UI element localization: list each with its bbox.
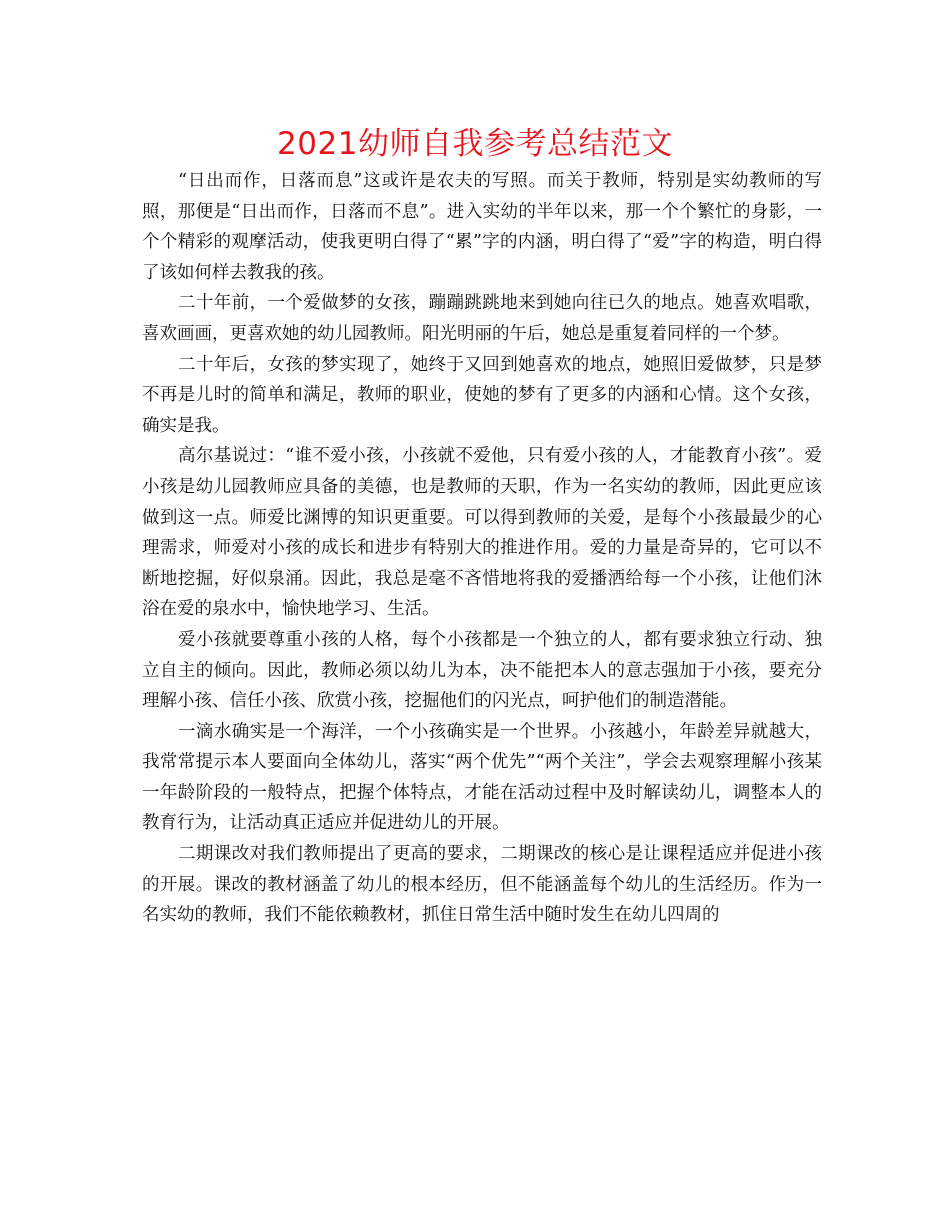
paragraph-1: “日出而作，日落而息”这或许是农夫的写照。而关于教师，特别是实幼教师的写照，那便是“日出而作，日落而不息”。进入实幼的半年以来，那一个个繁忙的身影，一个个精彩的观摩活动，使我更明白得了“累”字的内涵，明白得了“爱”字的构造，明白得了该如何样去教我的孩。: [142, 171, 822, 283]
paragraph-2: 二十年前，一个爱做梦的女孩，蹦蹦跳跳地来到她向往已久的地点。她喜欢唱歌，喜欢画画，更喜欢她的幼儿园教师。阳光明丽的午后，她总是重复着同样的一个梦。: [142, 293, 822, 344]
paragraph-5: 爱小孩就要尊重小孩的人格，每个小孩都是一个独立的人，都有要求独立行动、独立自主的倾向。因此，教师必须以幼儿为本，决不能把本人的意志强加于小孩，要充分理解小孩、信任小孩、欣赏小孩，挖掘他们的闪光点，呵护他们的制造潜能。: [142, 629, 822, 712]
document-title: 2021幼师自我参考总结范文: [277, 126, 673, 162]
paragraph-7: 二期课改对我们教师提出了更高的要求，二期课改的核心是让课程适应并促进小孩的开展。课改的教材涵盖了幼儿的根本经历，但不能涵盖每个幼儿的生活经历。作为一名实幼的教师，我们不能依赖教材，抓住日常生活中随时发生在幼儿四周的: [142, 844, 822, 926]
paragraph-3: 二十年后，女孩的梦实现了，她终于又回到她喜欢的地点，她照旧爱做梦，只是梦不再是儿时的简单和满足，教师的职业，使她的梦有了更多的内涵和心情。这个女孩，确实是我。: [142, 354, 822, 436]
paragraph-4: 高尔基说过：“谁不爱小孩，小孩就不爱他，只有爱小孩的人，才能教育小孩”。爱小孩是幼儿园教师应具备的美德，也是教师的天职，作为一名实幼的教师，因此更应该做到这一点。师爱比渊博的知识更重要。可以得到教师的关爱，是每个小孩最最少的心理需求，师爱对小孩的成长和进步有特别大的推进作用。爱的力量是奇异的，它可以不断地挖掘，好似泉涌。因此，我总是毫不吝惜地将我的爱播洒给每一个小孩，让他们沐浴在爱的泉水中，愉快地学习、生活。: [142, 446, 822, 620]
paragraph-6: 一滴水确实是一个海洋，一个小孩确实是一个世界。小孩越小，年龄差异就越大，我常常提示本人要面向全体幼儿，落实“两个优先”“两个关注”，学会去观察理解小孩某一年龄阶段的一般特点，把握个体特点，才能在活动过程中及时解读幼儿，调整本人的教育行为，让活动真正适应并促进幼儿的开展。: [142, 721, 822, 834]
document-body: [142, 166, 822, 931]
